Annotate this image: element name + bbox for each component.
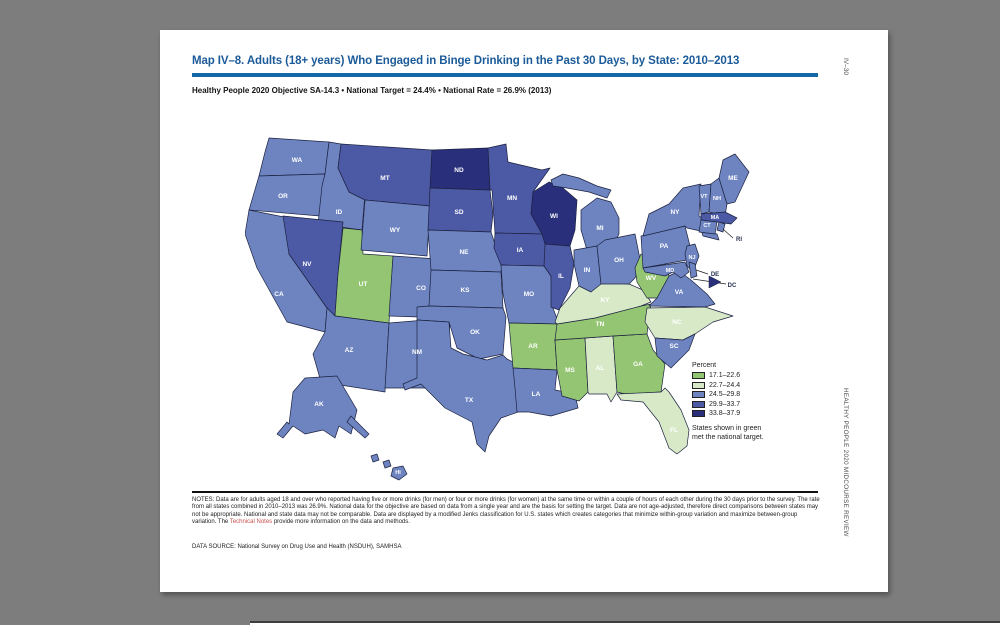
callout-line-ri [723,229,733,238]
state-label-ia: IA [516,247,524,254]
state-label-nc: NC [672,319,682,326]
state-label-il: IL [558,273,564,280]
state-label-hi: HI [395,470,401,476]
state-label-nm: NM [411,349,423,356]
objective-subtitle: Healthy People 2020 Objective SA-14.3 • National Target = 24.4% • National Rate = 26.9% (2013) [192,86,552,95]
state-label-me: ME [728,175,738,182]
state-label-oh: OH [614,257,624,264]
legend-swatch [692,382,705,389]
legend-entry [692,391,822,398]
state-label-nv: NV [302,261,312,268]
report-page [160,30,888,592]
legend-range-label: 17.1–22.6 [709,372,741,379]
state-label-or: OR [278,193,288,200]
state-label-fl: FL [670,427,678,434]
state-label-pa: PA [659,243,669,250]
state-label-sd: SD [454,209,464,216]
state-label-ri: RI [736,237,742,243]
state-label-ca: CA [274,291,284,298]
state-label-mn: MN [506,195,518,202]
state-hi-2 [383,460,391,468]
state-hi-1 [371,454,379,462]
state-label-wv: WV [645,275,657,282]
state-label-nj: NJ [688,255,696,261]
state-label-ks: KS [460,287,470,294]
report-footer-vertical: HEALTHY PEOPLE 2020 MIDCOURSE REVIEW [842,388,849,537]
state-label-ga: GA [633,361,643,368]
state-nc [645,307,733,340]
technical-notes-link[interactable]: Technical Notes [229,519,273,526]
state-label-ar: AR [528,343,538,350]
state-label-al: AL [595,365,605,372]
legend-range-label: 33.8–37.9 [709,410,741,417]
map-legend [692,362,822,442]
state-label-ne: NE [459,249,469,256]
state-label-dc: DC [727,283,737,289]
state-label-id: ID [335,209,343,216]
state-label-tx: TX [464,397,474,404]
state-label-md: MD [665,268,675,274]
state-label-mi: MI [596,225,604,232]
state-label-wa: WA [291,157,303,164]
legend-entry [692,410,822,417]
state-label-nd: ND [454,167,464,174]
legend-rows [692,372,822,417]
state-label-wy: WY [389,227,401,234]
state-label-la: LA [531,391,541,398]
state-label-ky: KY [600,297,610,304]
legend-range-label: 29.9–33.7 [709,400,741,408]
legend-title: Percent [692,362,717,369]
legend-entry [692,382,822,389]
notes-text: NOTES: Data are for adults aged 18 and over who reported having five or more drinks (for men) or four or more drinks (for women) at the same time or within a couple of hours of each other during the 30 days prior to the survey. The rate from all states combined in 2010–2013 was 26.9%. National data for the objective are based on data from a single year and are the basis for setting the target. Data are not age-adjusted, therefore direct comparisons between states may not be appropriate. National and state data may not be comparable. Data are displayed by a modified Jenks classification for U.S. states which creates categories that minimize within-group variation and maximize between-group variation. The Technical Notes provide more information on the data and methods. [192,497,820,526]
legend-entry [692,372,822,379]
state-label-vt: VT [700,194,708,200]
state-fl [617,388,689,454]
state-label-ak: AK [314,401,324,408]
notes-label: NOTES: [192,497,215,503]
page-title: Map IV–8. Adults (18+ years) Who Engaged in Binge Drinking in the Past 30 Days, by State: 2010–2013 [192,55,740,67]
state-label-tn: TN [595,321,605,328]
state-label-de: DE [710,272,720,278]
state-label-ut: UT [358,281,368,288]
state-label-nh: NH [713,196,721,202]
state-label-va: VA [674,289,684,296]
legend-swatch [692,401,705,408]
legend-range-label: 22.7–24.4 [709,381,741,389]
state-label-in: IN [583,267,591,274]
legend-entry [692,401,822,408]
us-choropleth-map [245,126,755,488]
notes-divider [192,491,818,493]
us-map-svg [245,126,755,488]
state-label-az: AZ [344,347,354,354]
page-number-vertical: IV–30 [842,58,849,75]
legend-range-label: 24.5–29.8 [709,391,741,398]
data-source-text: DATA SOURCE: National Survey on Drug Use and Health (NSDUH), SAMHSA [192,544,402,550]
title-rule [192,73,818,77]
state-label-ms: MS [565,367,575,374]
legend-swatch [692,391,705,398]
state-label-mt: MT [380,175,390,182]
state-label-co: CO [416,285,426,292]
state-label-ny: NY [670,209,680,216]
legend-swatch [692,372,705,379]
legend-swatch [692,410,705,417]
state-label-wi: WI [550,213,558,220]
state-label-mo: MO [523,291,535,298]
callout-line-de [696,270,708,274]
state-label-ok: OK [470,329,480,336]
next-page-edge [250,621,1000,625]
state-ri [717,222,725,232]
state-label-ma: MA [710,215,720,221]
state-label-sc: SC [669,343,679,350]
legend-note: States shown in green met the national target. [692,425,764,441]
state-label-ct: CT [703,223,711,229]
